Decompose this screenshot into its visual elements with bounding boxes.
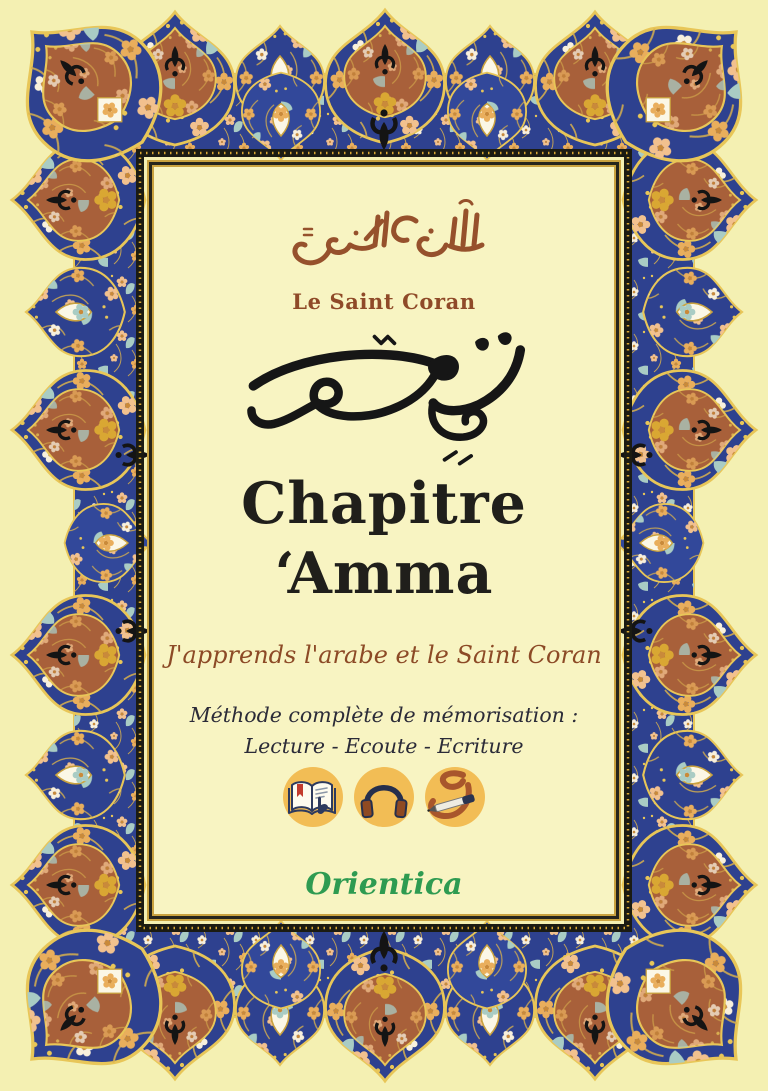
arabic-letter-ayn-with-pen-icon	[423, 765, 487, 829]
tagline: J'apprends l'arabe et le Saint Coran	[166, 641, 602, 669]
arabic-calligraphy-juz-amma-icon	[224, 331, 544, 473]
method-line2: Lecture - Ecoute - Ecriture	[244, 734, 524, 758]
arabic-calligraphy-quran-icon	[274, 191, 494, 283]
method-line1: Méthode complète de mémorisation :	[189, 703, 579, 727]
headphones-icon	[352, 765, 416, 829]
cover-panel	[149, 162, 619, 919]
saint-coran-label: Le Saint Coran	[292, 289, 476, 314]
main-title-line2: ‘Amma	[274, 540, 494, 607]
open-book-reading-icon	[281, 765, 345, 829]
publisher-logo: Orientica	[305, 867, 463, 902]
feature-icons-row	[152, 765, 616, 829]
main-title-line1: Chapitre	[241, 470, 527, 537]
